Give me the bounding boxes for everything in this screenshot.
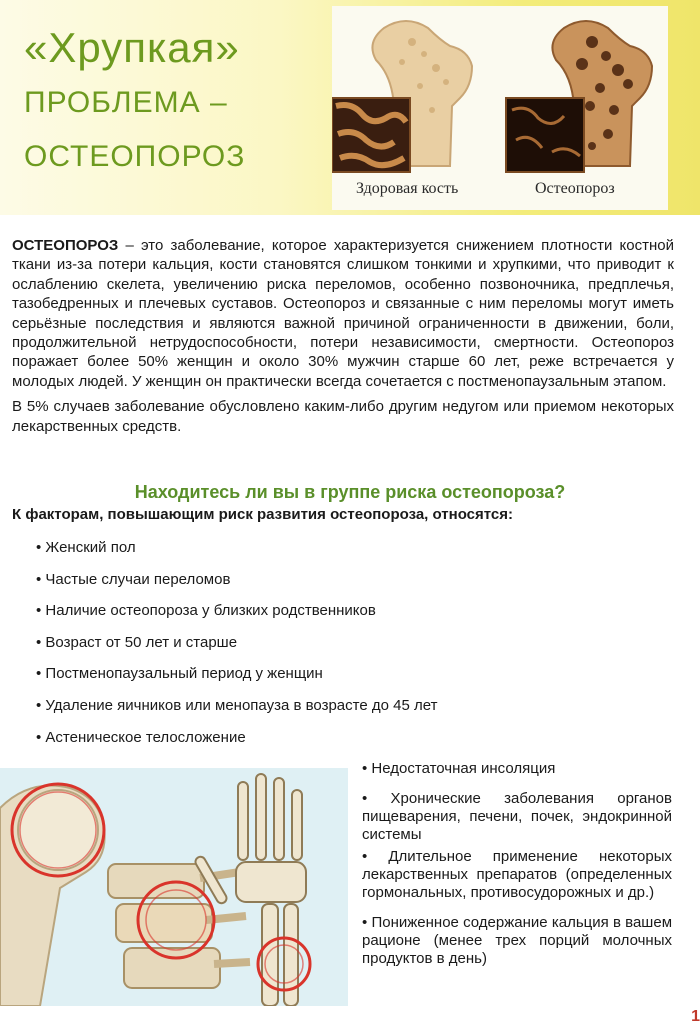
page-number: 1 [691,1008,700,1025]
risk-factor-list-continued [362,760,672,980]
intro-term: ОСТЕОПОРОЗ [12,237,119,254]
healthy-bone-image [332,21,472,172]
femur-image [0,784,105,1006]
risk-factor-item: • Длительное применение некоторых лекарственных препаратов (определенных гормональных, противосудорожных и др.) [362,848,672,902]
risk-factor-list [36,538,437,759]
risk-factor-item: • Удаление яичников или менопауза в возрасте до 45 лет [36,696,437,728]
page-title [24,20,334,184]
risk-factor-item: • Женский пол [36,538,437,570]
risk-factor-item: • Постменопаузальный период у женщин [36,664,437,696]
intro-paragraph-1 [12,236,674,391]
risk-factor-item: • Частые случаи переломов [36,570,437,602]
intro-paragraph-1-text: – это заболевание, которое характеризуется снижением плотности костной ткани из-за потери кальция, кости становятся слишком тонкими и хрупкими, что приводит к ослаблению скелета, увеличению риска переломов, особенно позвоночника, предплечья, тазобедренных и плечевых суставов. Остеопороз и связанные с ним переломы могут иметь серьёзные последствия и являются важной причиной ограниченности в движении, боли, продолжительной нетрудоспособности, потери независимости, смертности. Остеопороз поражает более 50% женщин и около 30% мужчин старше 60 лет, реже встречается у молодых людей. У женщин он практически всегда сочетается с постменопаузальным этапом. [12,237,674,390]
risk-factor-item: • Астеническое телосложение [36,728,437,760]
osteoporosis-bone-image [506,21,652,172]
caption-healthy-bone: Здоровая кость [356,180,459,197]
risk-question-heading: Находитесь ли вы в группе риска остеопороза? [134,482,566,502]
caption-osteoporosis: Остеопороз [535,180,615,197]
title-line-1: «Хрупкая» [24,24,240,71]
header-banner [0,0,700,215]
vertebrae-image [108,864,250,988]
risk-factor-item: • Хронические заболевания органов пищеварения, печени, почек, эндокринной системы [362,790,672,844]
risk-factor-item: • Пониженное содержание кальция в вашем рационе (менее трех порций молочных продуктов в день) [362,914,672,968]
intro-text [12,236,674,436]
intro-paragraph-2: В 5% случаев заболевание обусловлено каким-либо другим недугом или приемом некоторых лекарственных средств. [12,398,674,435]
skeleton-fracture-illustration [0,768,348,1006]
title-line-2: ПРОБЛЕМА – [24,86,228,119]
risk-factor-item: • Недостаточная инсоляция [362,760,672,778]
risk-factor-item: • Возраст от 50 лет и старше [36,633,437,665]
title-line-3: ОСТЕОПОРОЗ [24,140,246,173]
risk-factors-lead: К факторам, повышающим риск развития остеопороза, относятся: [12,506,514,523]
risk-factor-item: • Наличие остеопороза у близких родственников [36,601,437,633]
